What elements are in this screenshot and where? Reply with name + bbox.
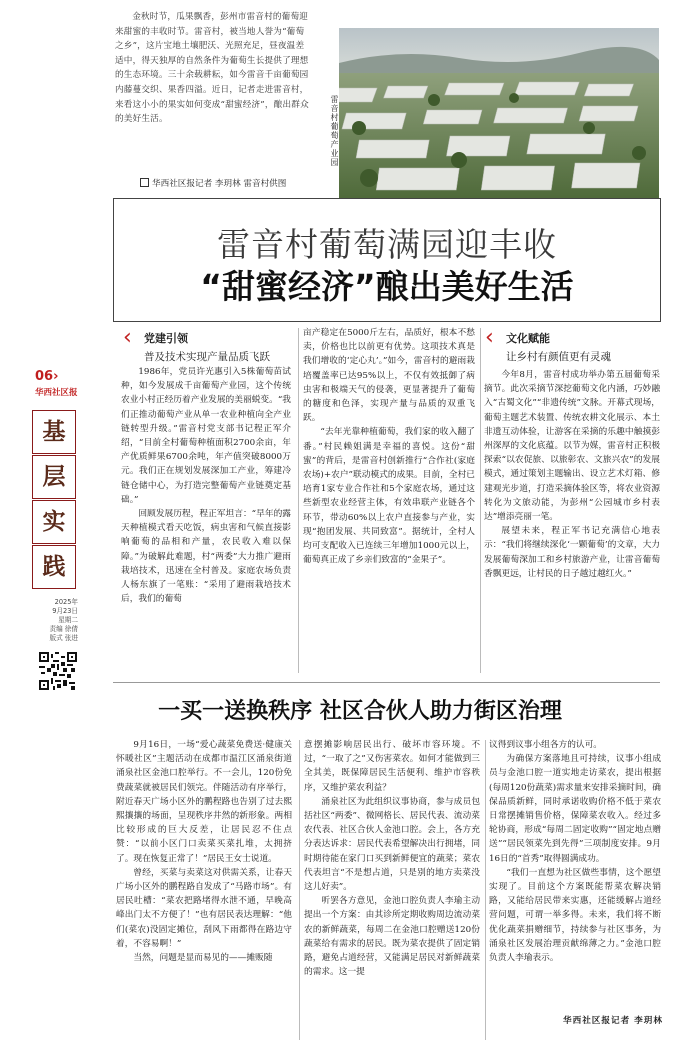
paragraph: “去年光靠种植葡萄，我们家的收入翻了番。”村民赖姐满是幸福的喜悦。这份“甜蜜”的背后，是雷音村创新推行“合作社(家庭农场)+农户”联动模式的成果。目前，全村已培育1家专业合作社和5个家庭农场，通过这些新型农业经营主体，有效串联产业链各个环节，带动60%以上农户直接参与产业，实现“抱团发展、共同致富”。据统计，全村人均可支配收入已连续三年增加1000元以上，葡萄真正成了乡亲们致富的“金果子”。: [303, 427, 475, 566]
article2-column-2: [304, 738, 480, 979]
intro-paragraph: 金秋时节，瓜果飘香，彭州市雷音村的葡萄迎来甜蜜的丰收时节。雷音村，被当地人誉为“葡萄之乡”，这片宝地土壤肥沃、光照充足，昼夜温差适中，得天独厚的自然条件为葡萄生长提供了理想的生态环境。三十余载耕耘，如今雷音千亩葡萄园内藤蔓交织、果香四溢。近日，记者走进雷音村，来看这小小的果实如何变成“甜蜜经济”，酿出群众的美好生活。: [115, 12, 309, 125]
section1-subtitle: 普及技术实现产量品质飞跃: [144, 351, 270, 363]
square-icon: [140, 178, 149, 187]
editor: 责编 徐倩: [49, 625, 78, 633]
headline-line-1: 雷音村葡萄满园迎丰收: [217, 225, 557, 264]
section-char-3: 实: [32, 500, 76, 544]
paragraph: 议得到议事小组各方的认可。: [489, 740, 602, 750]
article2-column-1: [116, 738, 292, 965]
paragraph: 涌泉社区为此组织议事协商，参与成员包括社区“两委”、微网格长、居民代表、流动菜农代表、社区合伙人金池口腔。会上，各方充分表达诉求：居民代表希望解决出行拥堵，同时期待能在家门口买到新鲜便宜的蔬菜；菜农代表坦言“不是想占道，只是别的地方卖菜没这儿好卖”。: [304, 796, 480, 893]
qr-code-icon: [39, 652, 77, 690]
article2-headline: 一买一送换秩序 社区合伙人助力街区治理: [158, 699, 562, 724]
vineyard-photo: [339, 28, 659, 198]
column-divider: [480, 328, 481, 673]
section-divider: [113, 682, 660, 683]
paragraph: 9月16日，一场“爱心蔬菜免费送·健康关怀暖社区”主题活动在成都市温江区涌泉街道涌泉社区金池口腔举行。不一会儿，120份免费蔬菜就被居民们领完。伴随活动有序举行，附近春天广场小区外的鹏程路也告别了过去熙熙攘攘的场面，呈现秩序井然的新形象。两相比较形成的巨大反差，让居民忍不住点赞：“以前小区门口卖菜买菜扎堆，太拥挤了。现在恢复正常了！”居民王女士说道。: [116, 740, 292, 864]
headline-line-2: “甜蜜经济”酿出美好生活: [200, 267, 574, 306]
paragraph: 亩产稳定在5000斤左右，品质好，根本不愁卖，价格也比以前更有优势。这项技术真是我们增收的‘定心丸’。”如今，雷音村的避雨栽培覆盖率已达95%以上，不仅有效抵御了病虫害和极端天气的侵袭，更显著提升了葡萄的糖度和色泽，实现产量与品质的双重飞跃。: [303, 328, 475, 424]
paragraph: 回顾发展历程，程正军坦言：“早年的露天种植模式看天吃饭，病虫害和气候直接影响葡萄的品相和产量，农民收入难以保障。”为破解此难题，村“两委”大力推广避雨栽培技术，迅速在全村普及。家庭农场负责人杨东旗了一笔账：“采用了避雨栽培技术后，我们的葡萄: [121, 509, 291, 605]
paragraph: 展望未来，程正军书记充满信心地表示：“我们将继续深化‘一颗葡萄’的文章，大力发展葡萄深加工和乡村旅游产业，让雷音葡萄香飘更远，让村民的日子越过越红火。”: [484, 526, 660, 579]
chevron-right-icon: ›: [53, 369, 59, 384]
article2-column-3: [489, 738, 661, 965]
headline-box: [113, 198, 661, 322]
section-char-1: 基: [32, 410, 76, 454]
chevron-left-icon: ‹: [123, 325, 132, 350]
article1-column-2: [303, 326, 475, 567]
paragraph: 1986年，党员许光惠引入5株葡萄苗试种，如今发展成千亩葡萄产业园，这个传统农业小村正经历着产业发展的美丽蜕变。“我们正推动葡萄产业从单一农业种植向全产业链转型升级。”雷音村党支部书记程正军介绍，“目前全村葡萄种植面积2700余亩，年产优质鲜果6700余吨，年产值突破8000万元。我们正在规划发展深加工产业，筹建冷链仓储中心，为打造完整葡萄产业链奠定基础。”: [121, 367, 291, 505]
photo-credit: [140, 177, 286, 189]
paragraph: 今年8月，雷音村成功举办第五届葡萄采摘节。此次采摘节深挖葡萄文化内涵，巧妙融入“古蜀文化”“非遗传统”文脉。开幕式现场，葡萄主题艺术装置、传统农耕文化展示、本土非遗互动体验，让游客在采摘的乐趣中触摸彭州深厚的文化底蕴。以节为媒，雷音村正积极探索“以农促旅、以旅彰农、文旅兴农”的发展模式，通过策划主题输出、设立艺术灯箱、修建观光步道，打造采摘体验区等，将农业资源转化为文旅动能，为彭州“公园城市乡村表达”增添亮丽一笔。: [484, 370, 660, 523]
section-char-4: 践: [32, 545, 76, 589]
paragraph: 曾经，买菜与卖菜这对供需关系，让春天广场小区外的鹏程路自发成了“马路市场”。有居民吐槽：“菜农把路堵得水泄不通，早晚高峰出门太不方便了！”也有居民表达理解：“他们(菜农)没固定摊位，刮风下雨都得在路边守着，不容易啊！”: [116, 867, 292, 949]
chevron-left-icon: ‹: [485, 325, 494, 350]
article1-column-3: [484, 368, 660, 581]
paragraph: 听罢各方意见，金池口腔负责人李瑜主动提出一个方案：由其诊所定期收购周边流动菜农的新鲜蔬菜，每周二在金池口腔赠送120份蔬菜给有需求的居民。既为菜农提供了固定销路，避免占道经营，又能满足居民对新鲜蔬菜的需求。这一提: [304, 896, 480, 978]
date-block: [30, 598, 78, 643]
date-year: 2025年: [54, 598, 78, 606]
column-divider: [299, 740, 300, 1040]
paragraph: 意摆摊影响居民出行、破坏市容环境。不过，“一取了之”又伤害菜农。如何才能做到三全其美，既保障居民生活便利、维护市容秩序，又维护菜农利益？: [304, 740, 480, 793]
page-number: [35, 369, 58, 384]
paragraph: 为确保方案落地且可持续，议事小组成员与金池口腔一道实地走访菜农，提出根据(每周120份蔬菜)需求量来安排采摘时间，确保品质新鲜，同时承诺收购价格不低于菜农日常摆摊销售价格，保障菜农收入。经过多轮协商，形成“每周二固定收购”“固定地点赠送”“居民领菜先到先得”三项制度安排。9月16日的“首秀”取得圆满成功。: [489, 754, 661, 864]
page-number-text: 06: [35, 369, 54, 384]
brand-label: 华西社区报: [35, 388, 78, 398]
designer: 版式 张进: [49, 634, 78, 642]
section1-title: 党建引领: [144, 332, 188, 345]
article1-column-1: [121, 365, 291, 606]
photo-caption: 雷音村葡萄产业园: [330, 95, 339, 167]
photo-credit-text: 华西社区报记者 李玥林 雷音村供图: [152, 179, 287, 189]
column-divider: [298, 328, 299, 673]
date-weekday: 星期二: [58, 616, 78, 624]
section2-subtitle: 让乡村有颜值更有灵魂: [506, 351, 611, 363]
section-char-2: 层: [32, 455, 76, 499]
article2-byline: 华西社区报记者 李玥林: [563, 1016, 663, 1026]
paragraph: “我们一直想为社区做些事情，这个愿望实现了。目前这个方案既能帮菜农解决销路，又能给居民带来实惠，还能缓解占道经营问题，可谓一举多得。未来，我们将不断优化蔬菜捐赠细节，持续参与社区事务，为涌泉社区发展治理贡献绵薄之力。”金池口腔负责人李瑜表示。: [489, 867, 661, 964]
section2-title: 文化赋能: [506, 332, 550, 345]
date-day: 9月23日: [52, 607, 78, 615]
paragraph: 当然，问题是显而易见的——摊贩随: [133, 953, 273, 964]
column-divider: [485, 740, 486, 1040]
